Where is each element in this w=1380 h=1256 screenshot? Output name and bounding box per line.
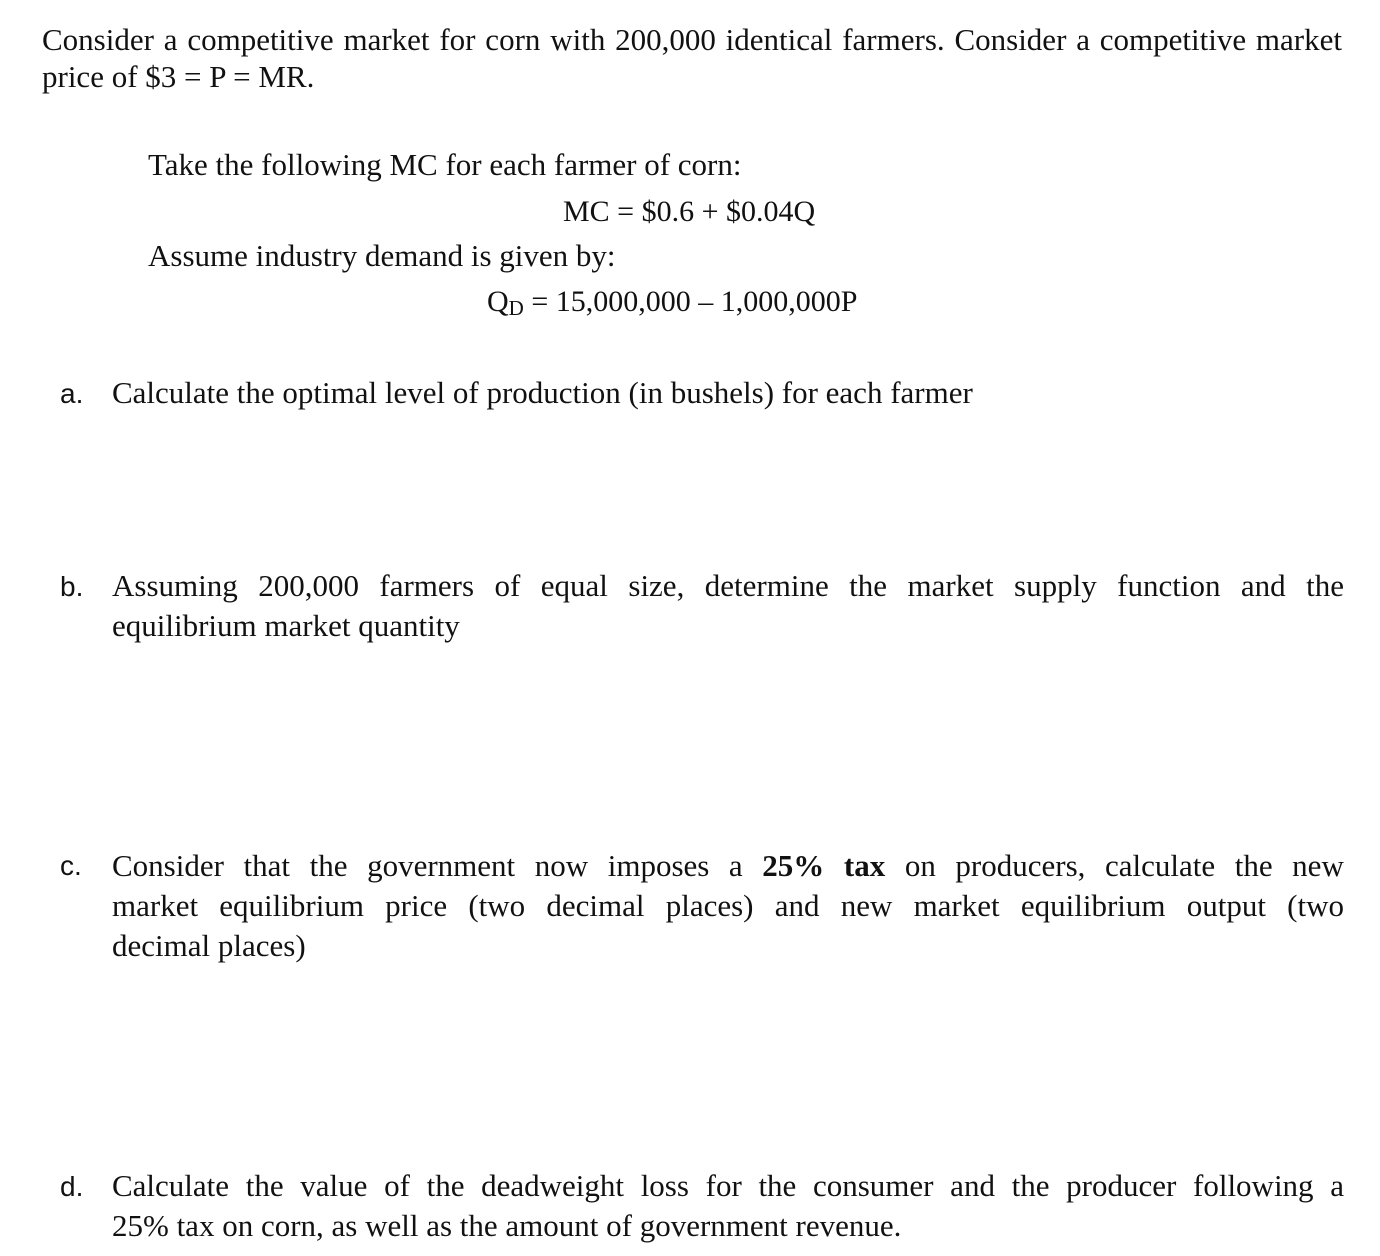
question-a-marker: a. — [60, 378, 84, 409]
question-a — [112, 373, 1344, 413]
question-c-line-1-content — [112, 846, 1344, 886]
demand-q: Q — [487, 285, 509, 318]
mc-equation: MC = $0.6 + $0.04Q — [563, 195, 816, 228]
demand-equation — [487, 282, 857, 328]
question-a-line-1: Calculate the optimal level of production (in bushels) for each farmer — [112, 375, 973, 410]
question-d-line-2: 25% tax on corn, as well as the amount of government revenue. — [112, 1208, 902, 1243]
question-d-line-1: Calculate the value of the deadweight loss for the consumer and the producer following a — [112, 1168, 1344, 1203]
question-b — [112, 566, 1344, 646]
demand-subscript: D — [508, 296, 524, 320]
question-c-marker: c. — [60, 850, 82, 881]
question-c-line-3: decimal places) — [112, 928, 306, 963]
question-c-line-1 — [112, 846, 1344, 886]
intro-line-2: price of $3 = P = MR. — [42, 59, 315, 94]
question-d-marker: d. — [60, 1171, 84, 1202]
question-c-pre: Consider that the government now imposes a — [112, 848, 763, 883]
demand-equation-rest: = 15,000,000 – 1,000,000P — [523, 285, 858, 318]
mc-lead-text: Take the following MC for each farmer of corn: — [148, 147, 742, 182]
intro-line-1-text: Consider a competitive market for corn with 200,000 identical farmers. Consider a competitive market — [42, 22, 1342, 57]
question-c — [112, 846, 1344, 966]
question-b-marker: b. — [60, 571, 84, 602]
question-b-line-2: equilibrium market quantity — [112, 608, 460, 643]
question-c-line-2: market equilibrium price (two decimal places) and new market equilibrium output (two — [112, 888, 1344, 923]
question-b-line-1: Assuming 200,000 farmers of equal size, determine the market supply function and the — [112, 568, 1344, 603]
question-d — [112, 1166, 1344, 1246]
demand-lead-text: Assume industry demand is given by: — [148, 238, 616, 273]
intro-line-1 — [42, 20, 1342, 60]
question-c-post: on producers, calculate the new — [885, 848, 1344, 883]
tax-rate-bold: 25% tax — [762, 848, 886, 883]
